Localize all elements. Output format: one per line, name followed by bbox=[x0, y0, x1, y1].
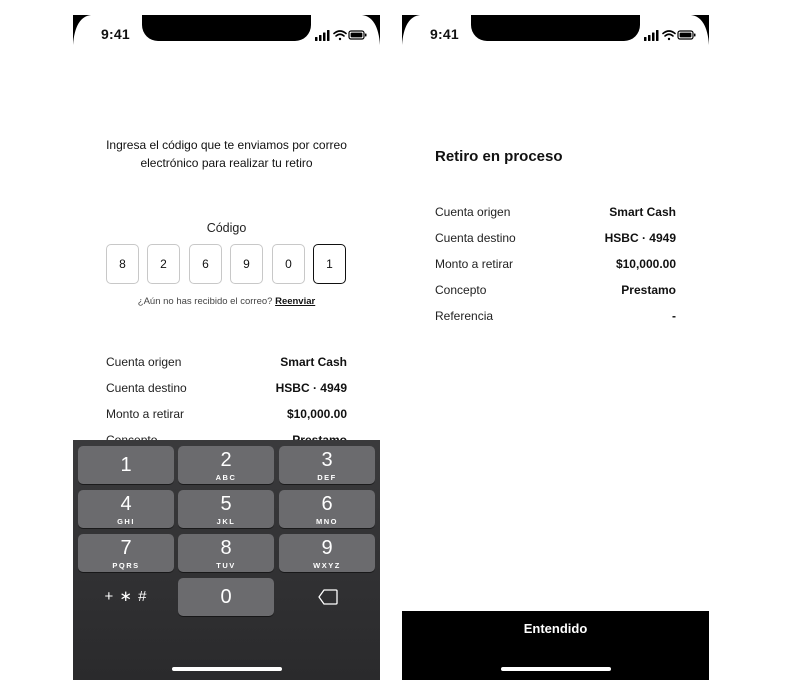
key-digit: 6 bbox=[321, 493, 333, 515]
symbols-key-label: + ∗ # bbox=[104, 588, 148, 605]
key-digit: 3 bbox=[321, 449, 333, 471]
key-digit: 9 bbox=[321, 537, 333, 559]
key-1[interactable] bbox=[78, 446, 174, 484]
key-2[interactable] bbox=[178, 446, 274, 484]
summary-label: Monto a retirar bbox=[106, 407, 185, 421]
summary-label: Cuenta destino bbox=[435, 231, 516, 245]
status-icons bbox=[315, 29, 367, 41]
key-letters: TUV bbox=[216, 561, 236, 570]
summary-row bbox=[106, 355, 347, 381]
summary-value: Prestamo bbox=[621, 283, 676, 297]
summary-row bbox=[435, 309, 676, 335]
summary-label: Cuenta origen bbox=[106, 355, 182, 369]
key-letters: PQRS bbox=[112, 561, 140, 570]
instruction-text: Ingresa el código que te enviamos por correo electrónico para realizar tu retiro bbox=[106, 138, 347, 170]
signal-icon bbox=[644, 30, 659, 41]
code-digit-box[interactable]: 8 bbox=[106, 244, 139, 284]
withdrawal-summary bbox=[435, 205, 676, 335]
status-time: 9:41 bbox=[101, 26, 130, 42]
delete-key[interactable] bbox=[279, 578, 375, 616]
key-5[interactable] bbox=[178, 490, 274, 528]
key-digit: 8 bbox=[220, 537, 232, 559]
home-indicator bbox=[501, 667, 611, 671]
summary-label: Referencia bbox=[435, 309, 494, 323]
understood-button[interactable] bbox=[402, 611, 709, 680]
summary-label: Concepto bbox=[435, 283, 487, 297]
status-time: 9:41 bbox=[430, 26, 459, 42]
wifi-icon bbox=[663, 31, 675, 40]
resend-prompt: ¿Aún no has recibido el correo? bbox=[137, 296, 273, 307]
key-letters: GHI bbox=[117, 517, 135, 526]
screen-corner bbox=[73, 15, 91, 45]
key-digit: 5 bbox=[220, 493, 232, 515]
summary-label: Monto a retirar bbox=[435, 257, 514, 271]
status-bar bbox=[73, 15, 380, 59]
key-4[interactable] bbox=[78, 490, 174, 528]
symbols-key[interactable] bbox=[78, 578, 174, 616]
key-digit: 7 bbox=[120, 537, 132, 559]
battery-icon bbox=[349, 31, 367, 39]
summary-row bbox=[106, 407, 347, 433]
summary-value: $10,000.00 bbox=[615, 257, 676, 271]
understood-button-label: Entendido bbox=[523, 621, 588, 636]
key-letters: MNO bbox=[316, 517, 338, 526]
key-letters: ABC bbox=[215, 473, 237, 482]
key-digit: 0 bbox=[220, 586, 232, 608]
wifi-icon bbox=[334, 31, 346, 40]
key-digit: 2 bbox=[220, 449, 232, 471]
backspace-icon bbox=[318, 589, 338, 605]
summary-row bbox=[435, 231, 676, 257]
home-indicator bbox=[172, 667, 282, 671]
code-input-group bbox=[106, 244, 348, 284]
numeric-keypad bbox=[73, 440, 380, 680]
summary-value: - bbox=[672, 309, 676, 323]
code-digit-box[interactable]: 9 bbox=[230, 244, 263, 284]
withdrawal-in-process-screen bbox=[402, 15, 709, 680]
screen-corner bbox=[402, 15, 420, 45]
code-label: Código bbox=[206, 221, 247, 235]
summary-row bbox=[435, 283, 676, 309]
summary-label: Cuenta origen bbox=[435, 205, 511, 219]
battery-icon bbox=[678, 31, 696, 39]
key-letters: JKL bbox=[216, 517, 236, 526]
summary-value: Smart Cash bbox=[609, 205, 676, 219]
key-8[interactable] bbox=[178, 534, 274, 572]
code-digit-box[interactable]: 0 bbox=[272, 244, 305, 284]
key-letters: DEF bbox=[317, 473, 337, 482]
key-6[interactable] bbox=[279, 490, 375, 528]
summary-row bbox=[435, 257, 676, 283]
summary-row bbox=[435, 205, 676, 231]
summary-row bbox=[106, 381, 347, 407]
key-0[interactable] bbox=[178, 578, 274, 616]
notch bbox=[142, 15, 311, 41]
page-title: Retiro en proceso bbox=[435, 148, 563, 165]
key-digit: 1 bbox=[120, 454, 132, 476]
key-digit: 4 bbox=[120, 493, 132, 515]
summary-value: $10,000.00 bbox=[286, 407, 347, 421]
summary-value: Smart Cash bbox=[280, 355, 347, 369]
signal-icon bbox=[315, 30, 330, 41]
key-3[interactable] bbox=[279, 446, 375, 484]
key-letters: WXYZ bbox=[313, 561, 341, 570]
resend-link[interactable]: Reenviar bbox=[275, 296, 316, 307]
key-9[interactable] bbox=[279, 534, 375, 572]
code-verification-screen bbox=[73, 15, 380, 680]
code-digit-box[interactable]: 2 bbox=[147, 244, 180, 284]
notch bbox=[471, 15, 640, 41]
summary-label: Cuenta destino bbox=[106, 381, 187, 395]
resend-row bbox=[73, 296, 380, 307]
status-bar bbox=[402, 15, 709, 59]
key-7[interactable] bbox=[78, 534, 174, 572]
summary-value: HSBC · 4949 bbox=[275, 381, 347, 395]
status-icons bbox=[644, 29, 696, 41]
summary-value: HSBC · 4949 bbox=[604, 231, 676, 245]
code-digit-box-active[interactable]: 1 bbox=[313, 244, 346, 284]
code-digit-box[interactable]: 6 bbox=[189, 244, 222, 284]
